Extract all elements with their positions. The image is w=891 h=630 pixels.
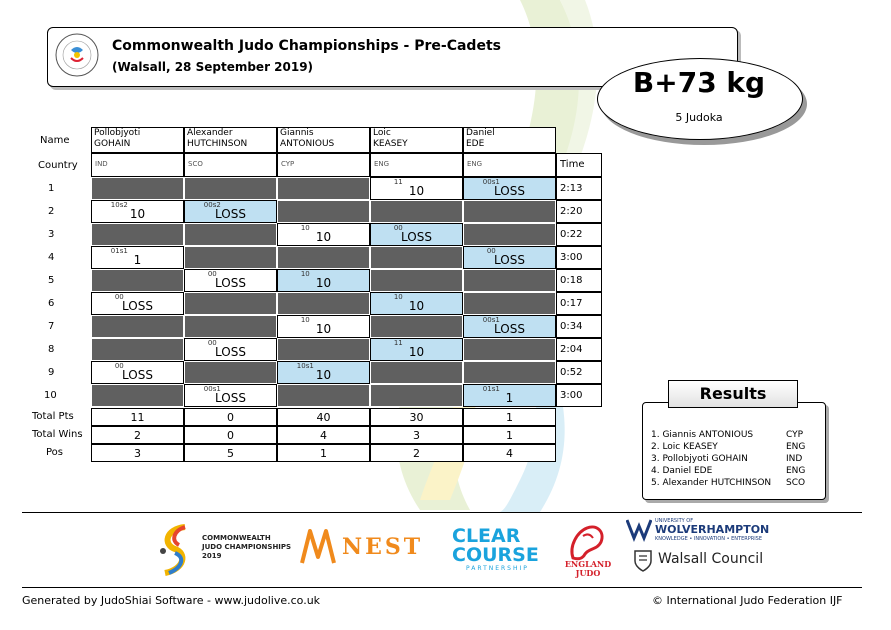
commonwealth-line-1: COMMONWEALTH xyxy=(202,534,271,542)
match-score-cell xyxy=(277,177,370,200)
match-score-cell xyxy=(184,361,277,384)
totals-value: 2 xyxy=(91,426,184,444)
university-of-wolverhampton-crest-icon xyxy=(626,518,652,542)
generated-by-text: Generated by JudoShiai Software - www.judolive.co.uk xyxy=(22,594,321,607)
commonwealth-judo-association-seal-icon xyxy=(54,32,100,78)
score-detail: 00 xyxy=(207,270,217,278)
competitor-last-name: EDE xyxy=(466,139,485,149)
score-result: 10 xyxy=(408,345,425,359)
commonwealth-line-2: JUDO CHAMPIONSHIPS xyxy=(202,543,292,551)
score-result: LOSS xyxy=(122,299,153,313)
match-score-cell xyxy=(184,315,277,338)
match-score-cell xyxy=(370,292,463,315)
match-score-cell xyxy=(370,361,463,384)
match-score-cell xyxy=(463,315,556,338)
match-score-cell xyxy=(91,200,184,223)
competitor-first-name: Giannis xyxy=(280,128,314,138)
match-score-cell xyxy=(277,338,370,361)
competitor-last-name: HUTCHINSON xyxy=(187,139,248,149)
match-score-cell xyxy=(91,338,184,361)
match-score-cell xyxy=(184,223,277,246)
result-country: ENG xyxy=(786,442,806,452)
match-score-cell xyxy=(184,200,277,223)
score-detail: 00s1 xyxy=(482,178,500,186)
match-time: 2:20 xyxy=(556,200,602,223)
score-detail: 00 xyxy=(114,362,124,370)
competitor-country: ENG xyxy=(463,153,556,177)
nest-logo-icon xyxy=(298,527,338,567)
clear-course-logo xyxy=(452,527,539,573)
match-time: 2:13 xyxy=(556,177,602,200)
competitor-first-name: Daniel xyxy=(466,128,495,138)
totals-row-label: Total Pts xyxy=(32,411,74,422)
score-result: LOSS xyxy=(215,207,246,221)
match-number: 9 xyxy=(48,367,55,378)
match-number: 8 xyxy=(48,344,55,355)
match-score-cell xyxy=(91,223,184,246)
match-score-cell xyxy=(277,200,370,223)
competitor-first-name: Alexander xyxy=(187,128,233,138)
result-entry: 4. Daniel EDE xyxy=(651,466,713,476)
totals-value: 11 xyxy=(91,408,184,426)
clear-course-line-2: COURSE xyxy=(452,544,539,566)
wolverhampton-line-3: KNOWLEDGE • INNOVATION • ENTERPRISE xyxy=(655,536,763,542)
score-detail: 10s2 xyxy=(110,201,128,209)
competitor-country: IND xyxy=(91,153,184,177)
score-detail: 01s1 xyxy=(482,385,500,393)
competitor-name-header xyxy=(184,127,277,153)
competitor-last-name: KEASEY xyxy=(373,139,408,149)
match-time: 3:00 xyxy=(556,384,602,407)
match-score-cell xyxy=(370,223,463,246)
score-result: LOSS xyxy=(215,391,246,405)
match-score-cell xyxy=(463,292,556,315)
nest-logo-text: NEST xyxy=(342,534,424,560)
totals-value: 1 xyxy=(463,426,556,444)
match-score-cell xyxy=(91,177,184,200)
totals-row-label: Pos xyxy=(46,447,64,458)
clear-course-line-1: CLEAR xyxy=(452,525,521,547)
competitor-name-header xyxy=(277,127,370,153)
university-of-wolverhampton-text xyxy=(655,518,769,542)
score-detail: 00s1 xyxy=(203,385,221,393)
score-detail: 11 xyxy=(393,178,403,186)
match-score-cell xyxy=(370,338,463,361)
match-score-cell xyxy=(184,246,277,269)
match-score-cell xyxy=(91,269,184,292)
totals-value: 5 xyxy=(184,444,277,462)
totals-value: 0 xyxy=(184,426,277,444)
result-entry: 2. Loic KEASEY xyxy=(651,442,718,452)
result-entry: 3. Pollobjyoti GOHAIN xyxy=(651,454,748,464)
match-time: 0:34 xyxy=(556,315,602,338)
competitor-name-header xyxy=(370,127,463,153)
match-number: 7 xyxy=(48,321,55,332)
score-detail: 01s1 xyxy=(110,247,128,255)
match-score-cell xyxy=(463,361,556,384)
match-score-cell xyxy=(370,384,463,407)
match-score-cell xyxy=(370,315,463,338)
match-number: 5 xyxy=(48,275,55,286)
wolverhampton-line-1: UNIVERSITY OF xyxy=(655,518,694,524)
match-score-cell xyxy=(370,200,463,223)
row-label-country: Country xyxy=(38,160,78,171)
event-location-date: (Walsall, 28 September 2019) xyxy=(112,60,314,74)
result-country: ENG xyxy=(786,466,806,476)
match-score-cell xyxy=(277,223,370,246)
row-label-name: Name xyxy=(40,135,70,146)
match-time: 0:18 xyxy=(556,269,602,292)
commonwealth-championships-text xyxy=(202,534,291,561)
score-result: 10 xyxy=(315,322,332,336)
score-result: LOSS xyxy=(494,184,525,198)
score-result: LOSS xyxy=(401,230,432,244)
totals-value: 1 xyxy=(277,444,370,462)
totals-value: 4 xyxy=(463,444,556,462)
judoka-count: 5 Judoka xyxy=(675,111,723,124)
score-detail: 00 xyxy=(207,339,217,347)
score-detail: 00s2 xyxy=(203,201,221,209)
match-score-cell xyxy=(184,384,277,407)
match-score-cell xyxy=(184,177,277,200)
score-result: LOSS xyxy=(494,322,525,336)
match-time: 0:17 xyxy=(556,292,602,315)
score-detail: 10 xyxy=(393,293,403,301)
score-result: 1 xyxy=(133,253,142,267)
totals-value: 40 xyxy=(277,408,370,426)
totals-value: 2 xyxy=(370,444,463,462)
match-number: 6 xyxy=(48,298,55,309)
score-detail: 00 xyxy=(393,224,403,232)
weight-class-label: B+73 kg xyxy=(632,66,766,99)
score-result: LOSS xyxy=(122,368,153,382)
match-score-cell xyxy=(91,292,184,315)
totals-value: 4 xyxy=(277,426,370,444)
match-score-cell xyxy=(277,361,370,384)
totals-value: 1 xyxy=(463,408,556,426)
result-country: CYP xyxy=(786,430,804,440)
match-score-cell xyxy=(463,223,556,246)
result-entry: 1. Giannis ANTONIOUS xyxy=(651,430,754,440)
match-score-cell xyxy=(277,292,370,315)
commonwealth-line-3: 2019 xyxy=(202,552,222,560)
match-score-cell xyxy=(184,292,277,315)
score-result: LOSS xyxy=(494,253,525,267)
score-result: 10 xyxy=(315,368,332,382)
match-score-cell xyxy=(91,361,184,384)
competitor-name-header xyxy=(91,127,184,153)
competitor-country: SCO xyxy=(184,153,277,177)
match-time: 3:00 xyxy=(556,246,602,269)
match-score-cell xyxy=(370,269,463,292)
score-detail: 00 xyxy=(114,293,124,301)
score-result: 1 xyxy=(505,391,514,405)
match-number: 1 xyxy=(48,183,55,194)
competitor-country: ENG xyxy=(370,153,463,177)
score-detail: 00 xyxy=(486,247,496,255)
event-title: Commonwealth Judo Championships - Pre-Cadets xyxy=(112,38,501,54)
competitor-last-name: ANTONIOUS xyxy=(280,139,335,149)
match-time: 2:04 xyxy=(556,338,602,361)
match-score-cell xyxy=(91,384,184,407)
score-result: 10 xyxy=(408,184,425,198)
score-result: 10 xyxy=(129,207,146,221)
competitor-last-name: GOHAIN xyxy=(94,139,131,149)
score-detail: 10s1 xyxy=(296,362,314,370)
match-number: 3 xyxy=(48,229,55,240)
score-result: LOSS xyxy=(215,345,246,359)
match-time: 0:52 xyxy=(556,361,602,384)
time-column-header: Time xyxy=(556,153,602,177)
walsall-council-crest-icon xyxy=(632,547,654,573)
footer-divider-top xyxy=(22,512,862,513)
england-judo-line-1: ENGLAND xyxy=(564,559,612,569)
competitor-country: CYP xyxy=(277,153,370,177)
score-result: LOSS xyxy=(215,276,246,290)
match-score-cell xyxy=(463,177,556,200)
match-score-cell xyxy=(277,269,370,292)
match-number: 2 xyxy=(48,206,55,217)
result-country: SCO xyxy=(786,478,806,488)
match-score-cell xyxy=(370,177,463,200)
match-score-cell xyxy=(91,246,184,269)
copyright-text: © International Judo Federation IJF xyxy=(652,594,843,607)
commonwealth-championships-logo-icon xyxy=(155,523,200,579)
match-score-cell xyxy=(277,246,370,269)
score-result: 10 xyxy=(315,276,332,290)
score-detail: 10 xyxy=(300,270,310,278)
match-score-cell xyxy=(370,246,463,269)
score-result: 10 xyxy=(315,230,332,244)
match-score-cell xyxy=(463,269,556,292)
match-score-cell xyxy=(277,315,370,338)
totals-value: 3 xyxy=(370,426,463,444)
results-title: Results xyxy=(668,380,798,408)
clear-course-line-3: PARTNERSHIP xyxy=(466,565,529,572)
match-score-cell xyxy=(463,200,556,223)
match-number: 10 xyxy=(44,390,57,401)
result-entry: 5. Alexander HUTCHINSON xyxy=(651,478,772,488)
totals-value: 30 xyxy=(370,408,463,426)
competitor-name-header xyxy=(463,127,556,153)
england-judo-line-2: JUDO xyxy=(575,568,601,578)
match-number: 4 xyxy=(48,252,55,263)
totals-row-label: Total Wins xyxy=(32,429,83,440)
match-score-cell xyxy=(277,384,370,407)
footer-divider-bottom xyxy=(22,587,862,588)
score-result: 10 xyxy=(408,299,425,313)
result-country: IND xyxy=(786,454,803,464)
walsall-council-text: Walsall Council xyxy=(658,551,764,567)
score-detail: 11 xyxy=(393,339,403,347)
score-detail: 00s1 xyxy=(482,316,500,324)
totals-value: 0 xyxy=(184,408,277,426)
score-detail: 10 xyxy=(300,316,310,324)
match-time: 0:22 xyxy=(556,223,602,246)
competitor-first-name: Loic xyxy=(373,128,391,138)
match-score-cell xyxy=(463,384,556,407)
totals-value: 3 xyxy=(91,444,184,462)
match-score-cell xyxy=(184,269,277,292)
match-score-cell xyxy=(463,338,556,361)
match-score-cell xyxy=(463,246,556,269)
score-detail: 10 xyxy=(300,224,310,232)
match-score-cell xyxy=(91,315,184,338)
england-judo-text xyxy=(562,560,614,578)
match-score-cell xyxy=(184,338,277,361)
wolverhampton-line-2: WOLVERHAMPTON xyxy=(655,523,770,536)
competitor-first-name: Pollobjyoti xyxy=(94,128,141,138)
